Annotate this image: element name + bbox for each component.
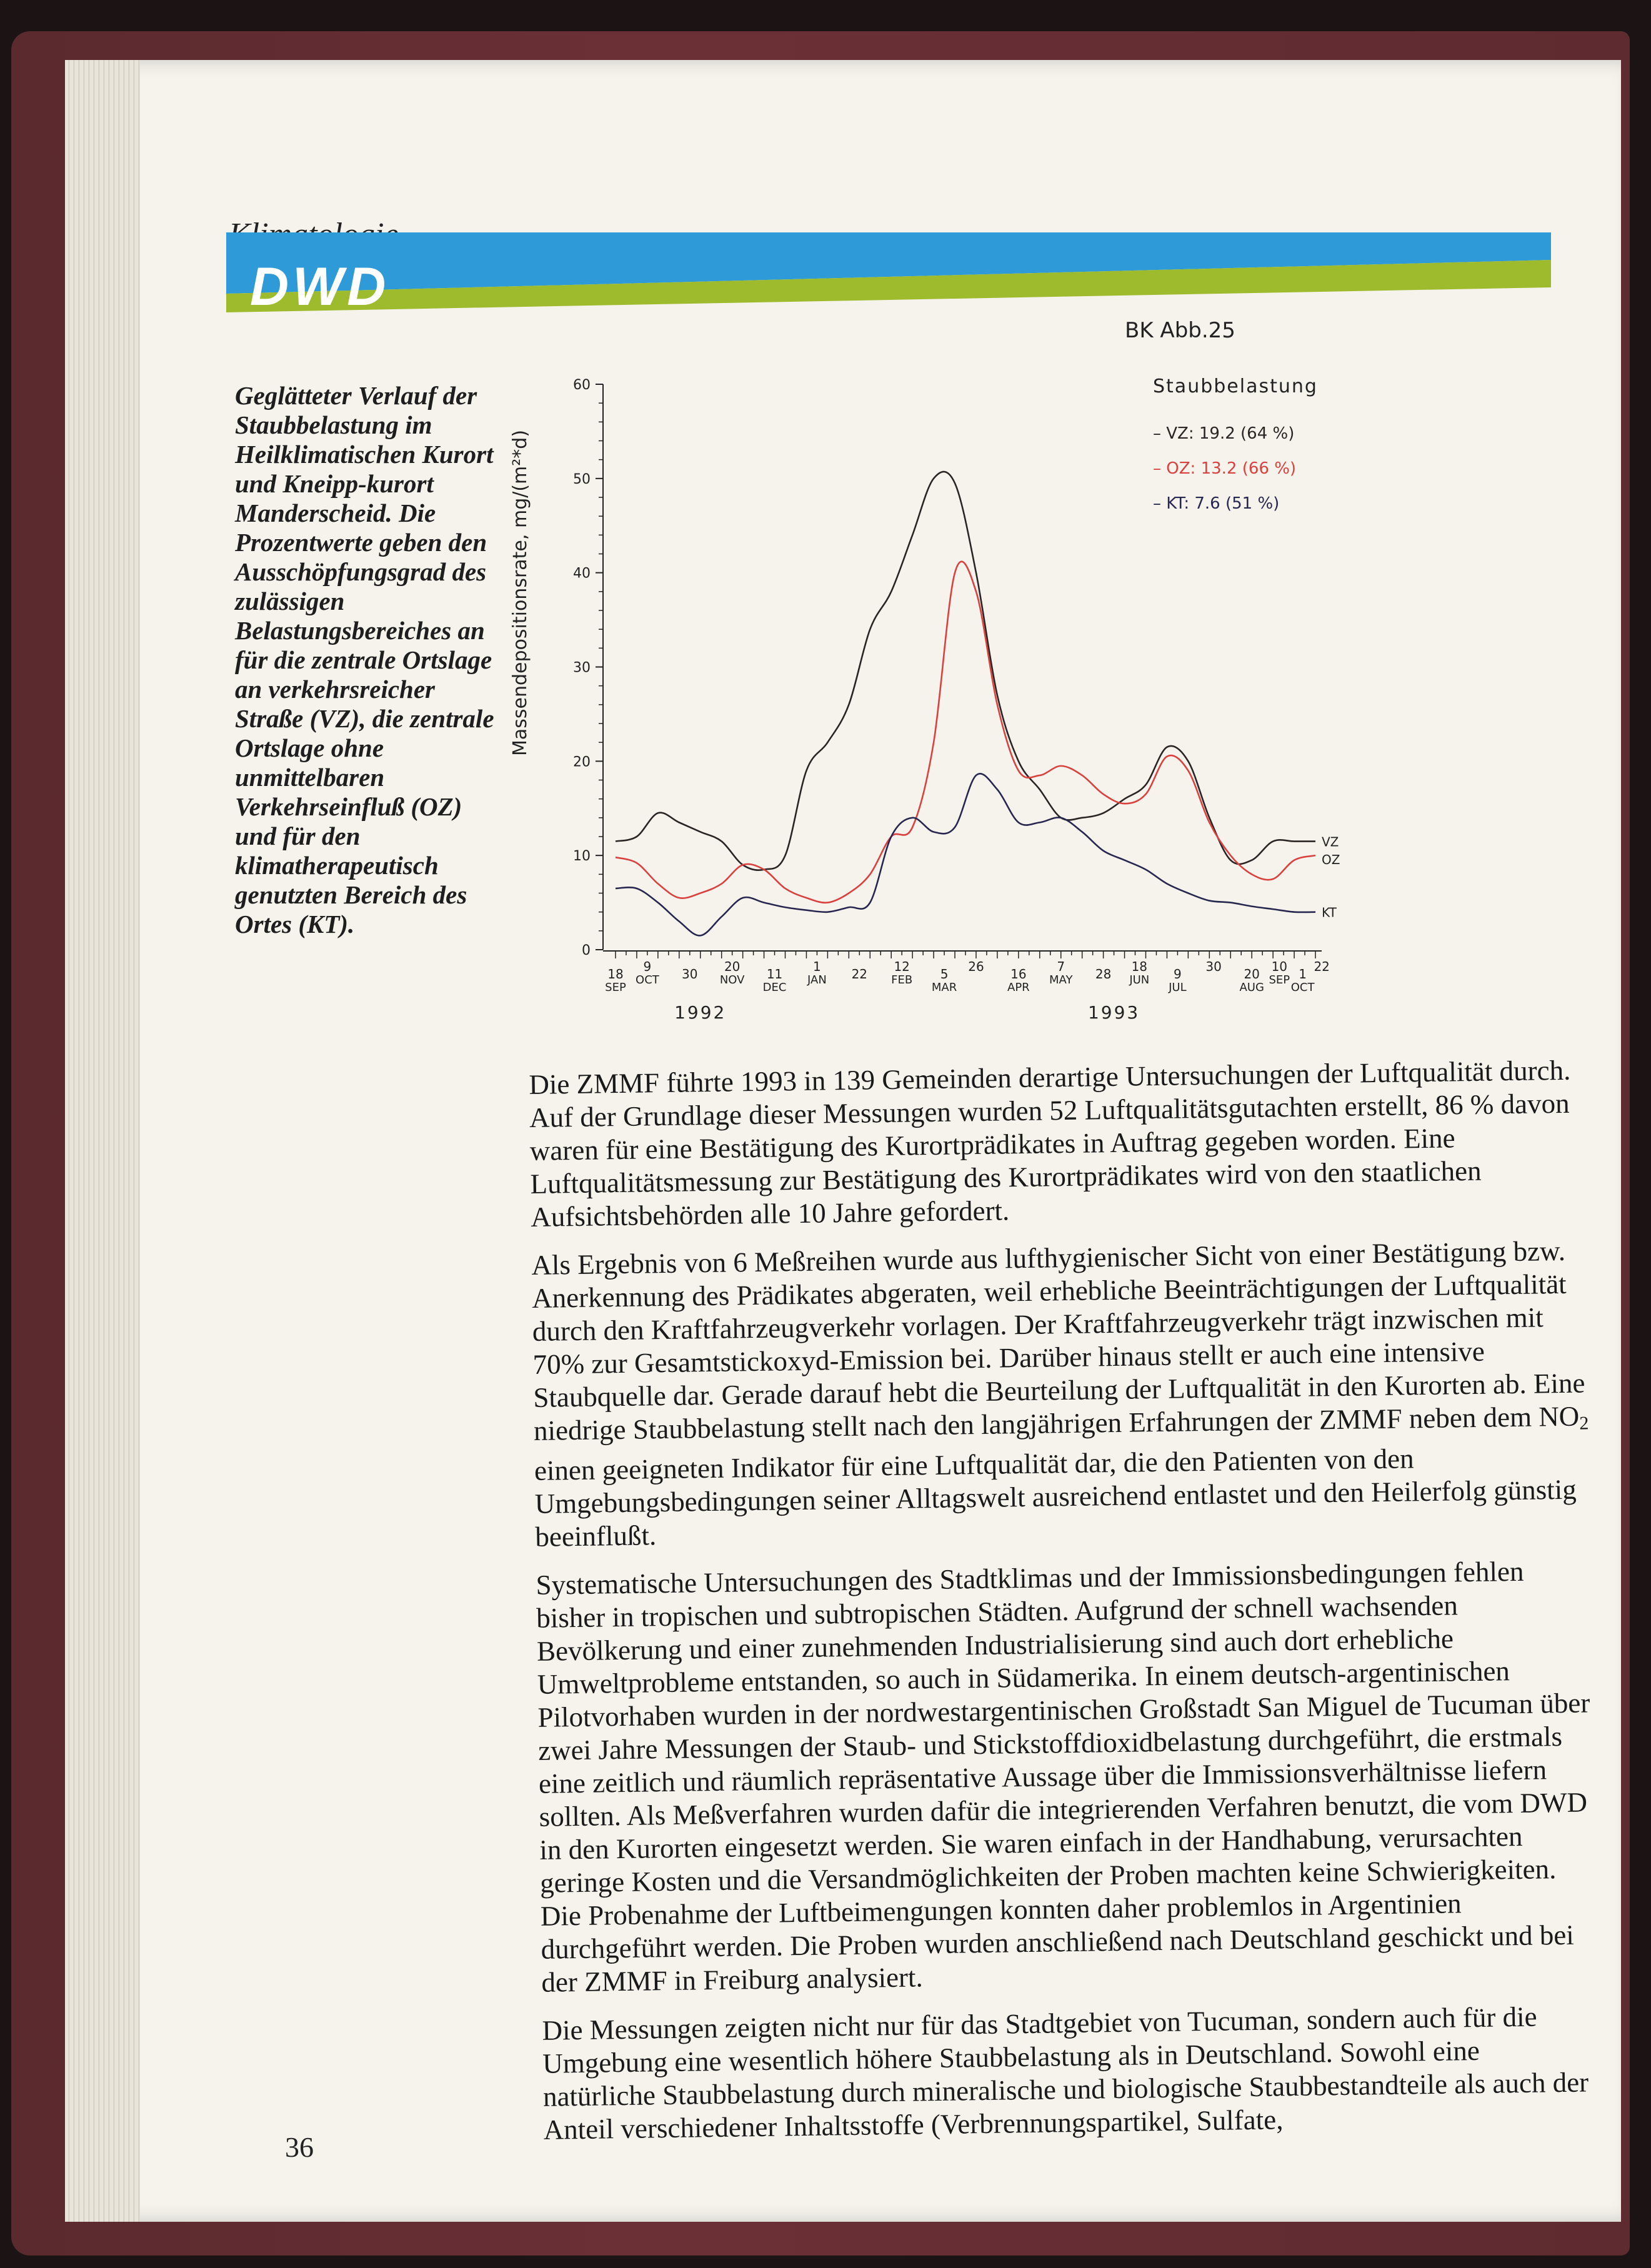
x-tick-day: 9 xyxy=(1174,967,1182,982)
y-tick-label: 0 xyxy=(582,943,591,958)
page-edges xyxy=(65,60,140,2222)
x-tick-day: 1 xyxy=(813,959,821,974)
x-tick-day: 7 xyxy=(1057,959,1065,974)
legend-entry-oz: – OZ: 13.2 (66 %) xyxy=(1153,459,1297,478)
series-line-vz xyxy=(616,472,1315,870)
series-line-kt xyxy=(616,773,1315,935)
dust-chart xyxy=(481,319,1356,1037)
x-tick-day: 5 xyxy=(940,967,949,982)
paragraph-2-part-a: Als Ergebnis von 6 Meßreihen wurde aus lufthygienischer Sicht von einer Bestätigung bzw. Anerkennung des Prädikates abgeraten, weil erhebliche Beeinträchtigungen der Luftqualität durch den Kraftfahrzeugverkehr vorlagen. Der Kraftfahrzeugverkehr trägt inzwischen mit 70% zur Gesamtstickoxyd-Emission bei. Darüber hinaus stellt er auch eine intensive Staubquelle dar. Gerade darauf hebt die Beurteilung der Luftqualität in den Kurorten ab. Eine niedrige Staubbelastung stellt nach den langjährigen Erfahrungen der ZMMF neben dem NO xyxy=(531,1235,1585,1446)
x-tick-day: 28 xyxy=(1095,967,1112,982)
body-text xyxy=(529,1053,1600,2161)
y-tick-label: 60 xyxy=(573,377,591,393)
x-tick-month: JUN xyxy=(1129,973,1150,987)
x-tick-month: SEP xyxy=(1269,973,1290,987)
year-label: 1992 xyxy=(674,1002,727,1023)
x-tick-day: 18 xyxy=(607,967,624,982)
y-tick-label: 50 xyxy=(573,471,591,487)
figure-caption: Geglätteter Verlauf der Staubbelastung im Heilklimatischen Kurort und Kneipp-kurort Manderscheid. Die Prozentwerte geben den Ausschöpfungsgrad des zulässigen Belastungsbereiches an für die zentrale Ortslage an verkehrsreicher Straße (VZ), die zentrale Ortslage ohne unmittelbaren Verkehrseinfluß (OZ) und für den klimatherapeutisch genutzten Bereich des Ortes (KT). xyxy=(235,381,494,938)
x-tick-month: JUL xyxy=(1169,981,1187,994)
x-tick-month: AUG xyxy=(1239,981,1264,994)
x-tick-day: 22 xyxy=(851,967,868,982)
paragraph-2-part-b: einen geeigneten Indikator für eine Luftqualität dar, die den Patienten von den Umgebungsbedingungen seiner Alltagswelt ausreichend entlastet und den Heilerfolg günstig beeinflußt. xyxy=(534,1443,1577,1553)
x-tick-month: DEC xyxy=(762,981,787,994)
figure-label: BK Abb.25 xyxy=(1125,319,1235,343)
x-tick-month: MAY xyxy=(1049,973,1073,987)
legend-entry-vz: – VZ: 19.2 (64 %) xyxy=(1153,424,1295,443)
x-tick-day: 9 xyxy=(643,959,652,974)
x-tick-day: 18 xyxy=(1131,959,1148,974)
x-tick-day: 1 xyxy=(1299,967,1307,982)
x-tick-day: 20 xyxy=(1244,967,1260,982)
x-tick-month: OCT xyxy=(636,973,659,987)
series-lines xyxy=(616,472,1315,935)
series-end-label-oz: OZ xyxy=(1322,852,1340,868)
legend-entry-kt: – KT: 7.6 (51 %) xyxy=(1153,494,1280,513)
x-tick-month: SEP xyxy=(605,981,626,994)
x-tick-day: 20 xyxy=(724,959,741,974)
no2-subscript: 2 xyxy=(1579,1413,1589,1434)
x-tick-month: OCT xyxy=(1290,981,1315,994)
page-number: 36 xyxy=(285,2131,314,2163)
y-tick-label: 10 xyxy=(573,848,591,865)
x-tick-day: 12 xyxy=(894,959,910,974)
series-end-label-vz: VZ xyxy=(1322,834,1339,850)
year-label: 1993 xyxy=(1087,1002,1140,1023)
y-axis-label: Massendepositionsrate, mg/(m²*d) xyxy=(509,429,531,756)
x-tick-month: NOV xyxy=(719,973,745,987)
series-end-label-kt: KT xyxy=(1322,905,1337,920)
x-tick-day: 30 xyxy=(1205,959,1222,974)
paragraph-3: Systematische Untersuchungen des Stadtklimas und der Immissionsbedingungen fehlen bisher in tropischen und subtropischen Städten. Aufgrund der schnell wachsenden Bevölkerung und einer zunehmenden Industrialisierung sind auch dort erhebliche Umweltprobleme entstanden, so auch in Südamerika. In einem deutsch-argentinischen Pilotvorhaben wurden in der nordwestargentinischen Großstadt San Miguel de Tucuman über zwei Jahre Messungen der Staub- und Stickstoffdioxidbelastung durchgeführt, die erstmals eine zeitlich und räumlich repräsentative Aussage über die Immissionsverhältnisse liefern sollten. Als Meßverfahren wurden dafür die integrierenden Verfahren benutzt, die vom DWD in den Kurorten eingesetzt werden. Sie waren einfach in der Handhabung, verursachten geringe Kosten und die Versandmöglichkeiten der Proben machten keine Schwierigkeiten. Die Probenahme der Luftbeimengungen konnten daher problemlos in Argentinien durchgeführt werden. Die Proben wurden anschließend nach Deutschland geschickt und bei der ZMMF in Freiburg analysiert. xyxy=(536,1555,1590,1998)
x-tick-day: 16 xyxy=(1010,967,1027,982)
x-tick-day: 11 xyxy=(766,967,783,982)
legend xyxy=(1153,424,1296,513)
header-color-bars xyxy=(226,232,1551,312)
x-tick-day: 30 xyxy=(682,967,698,982)
paragraph-4: Die Messungen zeigten nicht nur für das Stadtgebiet von Tucuman, sondern auch für die Umgebung eine wesentlich höhere Staubbelastung als in Deutschland. Sowohl eine natürliche Staubbelastung durch mineralische und biologische Staubbestandteile als auch der Anteil verschiedener Inhaltsstoffe (Verbrennungspartikel, Sulfate, xyxy=(542,2001,1589,2146)
chart-title: Staubbelastung xyxy=(1153,376,1318,397)
x-tick-day: 22 xyxy=(1314,959,1330,974)
x-tick-month: APR xyxy=(1007,981,1030,994)
series-line-oz xyxy=(616,562,1315,903)
y-tick-label: 30 xyxy=(573,660,591,676)
y-tick-label: 40 xyxy=(573,565,591,582)
dwd-logo: DWD xyxy=(250,257,390,317)
x-tick-month: JAN xyxy=(807,973,827,987)
x-tick-day: 10 xyxy=(1271,959,1288,974)
paragraph-1: Die ZMMF führte 1993 in 139 Gemeinden derartige Untersuchungen der Luftqualität durch. Auf der Grundlage dieser Messungen wurden 52 Luftqualitätsgutachten erstellt, 86 % davon waren für eine Bestätigung des Kurortprädikates in Auftrag gegeben worden. Eine Luftqualitätsmessung zur Bestätigung des Kurortprädikates wird von den staatlichen Aufsichtsbehörden alle 10 Jahre gefordert. xyxy=(529,1054,1571,1233)
series-end-labels xyxy=(1322,835,1340,920)
x-tick-month: MAR xyxy=(931,981,957,994)
y-tick-label: 20 xyxy=(573,754,591,770)
x-tick-month: FEB xyxy=(891,973,913,987)
x-tick-day: 26 xyxy=(968,959,984,974)
paragraph-2 xyxy=(531,1234,1592,1554)
